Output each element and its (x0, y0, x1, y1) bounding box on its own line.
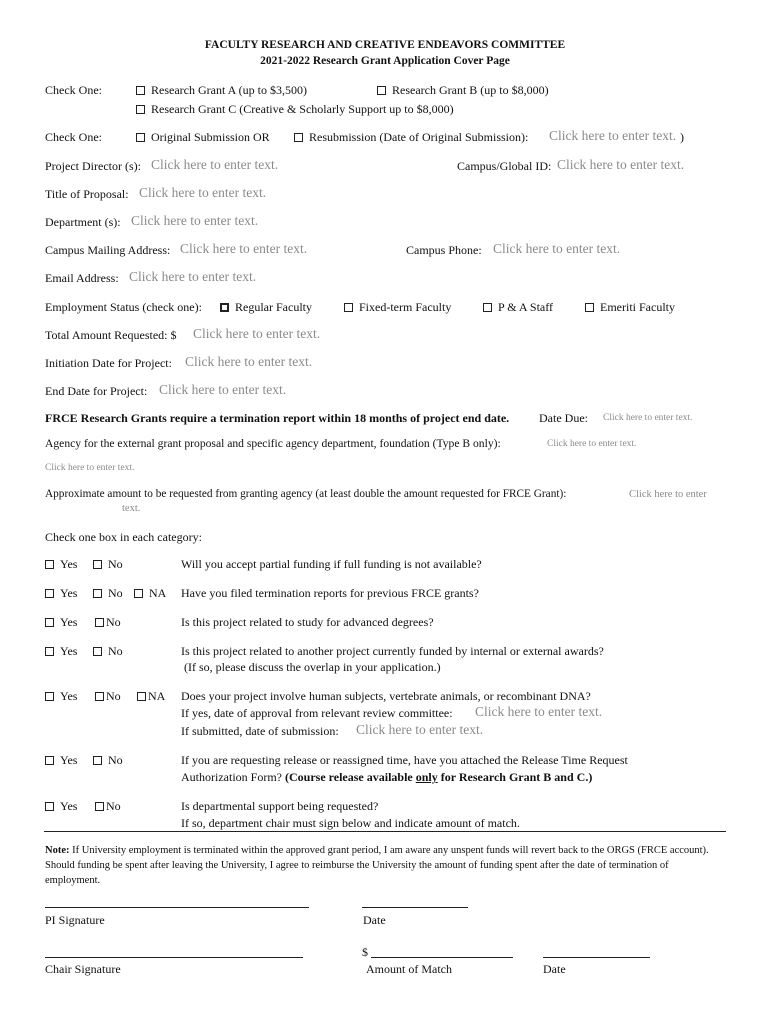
q1-yes-label: Yes (60, 557, 78, 571)
regular-faculty-option[interactable] (220, 300, 312, 315)
q5-yes-label: Yes (60, 689, 78, 703)
q5-yes-checkbox[interactable] (45, 692, 54, 701)
note-label: Note: (45, 845, 70, 856)
emeriti-option[interactable] (585, 300, 675, 315)
q2-no[interactable] (93, 586, 123, 601)
project-director-field[interactable]: Click here to enter text. (151, 157, 279, 172)
q6-no-label: No (108, 753, 123, 767)
q1-text: Will you accept partial funding if full funding is not available? (181, 557, 482, 571)
date-due-label: Date Due: (539, 411, 588, 425)
q3-yes[interactable] (45, 615, 77, 630)
end-date-field[interactable]: Click here to enter text. (159, 382, 287, 397)
pi-signature-line[interactable] (45, 907, 309, 908)
q2-yes-label: Yes (60, 586, 78, 600)
pi-date-line[interactable] (362, 907, 468, 908)
q5-no[interactable] (95, 689, 121, 704)
q4-subtext: (If so, please discuss the overlap in your application.) (184, 660, 441, 674)
department-label: Department (s): (45, 215, 121, 229)
q5-approval-label: If yes, date of approval from relevant review committee: (181, 706, 453, 720)
campus-phone-field[interactable]: Click here to enter text. (493, 241, 621, 256)
title-label: Title of Proposal: (45, 187, 129, 201)
q5-text: Does your project involve human subjects, vertebrate animals, or recombinant DNA? (181, 689, 591, 703)
q6-yes[interactable] (45, 753, 77, 768)
resubmission-date-field[interactable]: Click here to enter text. (549, 128, 677, 143)
project-director-label: Project Director (s): (45, 159, 141, 173)
resubmission-label: Resubmission (Date of Original Submission): (309, 130, 529, 144)
form-subtitle: 2021-2022 Research Grant Application Cover Page (260, 55, 510, 67)
grant-c-option[interactable] (136, 102, 454, 117)
q3-no-label: No (106, 615, 121, 629)
pa-staff-checkbox[interactable] (483, 303, 492, 312)
initiation-date-label: Initiation Date for Project: (45, 356, 172, 370)
chair-date-label: Date (543, 962, 566, 976)
submission-type-label: Check One: (45, 130, 102, 144)
title-field[interactable]: Click here to enter text. (139, 185, 267, 200)
chair-signature-line[interactable] (45, 957, 303, 958)
q4-text: Is this project related to another project currently funded by internal or external awards? (181, 644, 604, 658)
q6-subtext (181, 770, 592, 785)
emeriti-label: Emeriti Faculty (600, 300, 675, 314)
campus-id-field[interactable]: Click here to enter text. (557, 157, 685, 172)
q1-no-checkbox[interactable] (93, 560, 102, 569)
q2-yes[interactable] (45, 586, 77, 601)
q7-text: Is departmental support being requested? (181, 799, 379, 813)
emeriti-checkbox[interactable] (585, 303, 594, 312)
mailing-address-label: Campus Mailing Address: (45, 243, 171, 257)
q7-no[interactable] (95, 799, 121, 814)
q6-form-name: Authorization Form? (181, 770, 285, 784)
chair-signature-label: Chair Signature (45, 962, 121, 976)
q2-text: Have you filed termination reports for previous FRCE grants? (181, 586, 479, 600)
q6-text: If you are requesting release or reassigned time, have you attached the Release Time Request (181, 753, 628, 767)
q2-no-label: No (108, 586, 123, 600)
agency-field[interactable]: Click here to enter text. (45, 463, 135, 473)
q4-yes[interactable] (45, 644, 77, 659)
fixed-term-label: Fixed-term Faculty (359, 300, 452, 314)
q5-na[interactable] (137, 689, 165, 704)
q4-no[interactable] (93, 644, 123, 659)
chair-date-line[interactable] (543, 957, 650, 958)
mailing-address-field[interactable]: Click here to enter text. (180, 241, 308, 256)
q1-no[interactable] (93, 557, 123, 572)
q3-no-checkbox[interactable] (95, 618, 104, 627)
q7-no-label: No (106, 799, 121, 813)
q6-yes-label: Yes (60, 753, 78, 767)
grant-b-checkbox[interactable] (377, 86, 386, 95)
q6-no[interactable] (93, 753, 123, 768)
q6-note-b: for Research Grant B and C.) (437, 770, 593, 784)
q3-text: Is this project related to study for advanced degrees? (181, 615, 434, 629)
q3-yes-checkbox[interactable] (45, 618, 54, 627)
q6-note-a: (Course release available (284, 770, 416, 784)
q1-yes-checkbox[interactable] (45, 560, 54, 569)
agency-label: Agency for the external grant proposal and specific agency department, foundation (Type B only): (45, 437, 501, 450)
q5-submission-field[interactable]: Click here to enter text. (356, 722, 484, 737)
note-paragraph (45, 843, 725, 888)
amount-match-line[interactable] (371, 957, 513, 958)
pi-signature-label: PI Signature (45, 913, 105, 927)
q4-yes-label: Yes (60, 644, 78, 658)
q5-submission-label: If submitted, date of submission: (181, 724, 339, 738)
q3-yes-label: Yes (60, 615, 78, 629)
regular-faculty-checkbox[interactable] (220, 303, 229, 312)
grant-b-label: Research Grant B (up to $8,000) (392, 83, 549, 97)
pi-date-label: Date (363, 913, 386, 927)
q3-no[interactable] (95, 615, 121, 630)
grant-a-label: Research Grant A (up to $3,500) (151, 83, 307, 97)
q6-note-only: only (415, 770, 438, 784)
end-date-label: End Date for Project: (45, 384, 148, 398)
q7-yes-label: Yes (60, 799, 78, 813)
grant-type-label: Check One: (45, 83, 102, 97)
agency-field-inline[interactable]: Click here to enter text. (547, 439, 637, 449)
department-field[interactable]: Click here to enter text. (131, 213, 259, 228)
email-label: Email Address: (45, 271, 119, 285)
initiation-date-field[interactable]: Click here to enter text. (185, 354, 313, 369)
original-submission-option[interactable] (136, 130, 270, 145)
q7-yes[interactable] (45, 799, 77, 814)
q2-na-label: NA (149, 586, 167, 600)
dollar-sign: $ (362, 945, 368, 959)
campus-id-label: Campus/Global ID: (457, 159, 552, 173)
form-title: FACULTY RESEARCH AND CREATIVE ENDEAVORS COMMITTEE (204, 39, 566, 51)
q4-yes-checkbox[interactable] (45, 647, 54, 656)
original-submission-checkbox[interactable] (136, 133, 145, 142)
total-amount-label: Total Amount Requested: $ (45, 328, 177, 342)
q5-na-checkbox[interactable] (137, 692, 146, 701)
q6-no-checkbox[interactable] (93, 756, 102, 765)
termination-notice: FRCE Research Grants require a termination report within 18 months of project end date. (45, 411, 510, 425)
close-paren: ) (680, 130, 684, 144)
grant-c-label: Research Grant C (Creative & Scholarly Support up to $8,000) (151, 102, 454, 116)
grant-a-checkbox[interactable] (136, 86, 145, 95)
employment-status-text: Employment Status (check one): (45, 300, 202, 314)
q5-na-label: NA (148, 689, 166, 703)
section-divider (44, 831, 726, 832)
resubmission-checkbox[interactable] (294, 133, 303, 142)
q2-no-checkbox[interactable] (93, 589, 102, 598)
resubmission-option[interactable] (294, 130, 528, 145)
fixed-term-option[interactable] (344, 300, 451, 315)
pa-staff-label: P & A Staff (498, 300, 554, 314)
grant-a-option[interactable] (136, 83, 307, 98)
approx-amount-label: Approximate amount to be requested from granting agency (at least double the amount requested for FRCE Grant): (45, 488, 567, 500)
original-submission-label: Original Submission OR (151, 130, 270, 144)
pa-staff-option[interactable] (483, 300, 553, 315)
grant-c-checkbox[interactable] (136, 105, 145, 114)
q7-subtext: If so, department chair must sign below and indicate amount of match. (181, 816, 520, 830)
employment-status-label (45, 300, 202, 315)
email-field[interactable]: Click here to enter text. (129, 269, 257, 284)
q5-no-label: No (106, 689, 121, 703)
campus-phone-label: Campus Phone: (406, 243, 482, 257)
check-category-label: Check one box in each category: (45, 530, 202, 544)
approx-amount-field[interactable]: Click here to enter (629, 489, 707, 500)
q1-yes[interactable] (45, 557, 77, 572)
q2-yes-checkbox[interactable] (45, 589, 54, 598)
q2-na[interactable] (134, 586, 166, 601)
q4-no-checkbox[interactable] (93, 647, 102, 656)
q7-no-checkbox[interactable] (95, 802, 104, 811)
regular-faculty-label: Regular Faculty (235, 300, 312, 314)
q4-no-label: No (108, 644, 123, 658)
date-due-field[interactable]: Click here to enter text. (603, 413, 693, 423)
q5-approval-field[interactable]: Click here to enter text. (475, 704, 603, 719)
amount-match-label: Amount of Match (366, 962, 452, 976)
note-text: If University employment is terminated within the approved grant period, I am aware any unspent funds will revert back to the ORGS (FRCE account). Should funding be spent after leaving the University, I agree to reimburse the University the amount of funding spent after the date of termination of employment. (45, 845, 709, 886)
total-amount-field[interactable]: Click here to enter text. (193, 326, 321, 341)
fixed-term-checkbox[interactable] (344, 303, 353, 312)
q5-yes[interactable] (45, 689, 77, 704)
q2-na-checkbox[interactable] (134, 589, 143, 598)
grant-b-option[interactable] (377, 83, 549, 98)
q6-yes-checkbox[interactable] (45, 756, 54, 765)
q7-yes-checkbox[interactable] (45, 802, 54, 811)
q1-no-label: No (108, 557, 123, 571)
q5-no-checkbox[interactable] (95, 692, 104, 701)
approx-amount-field-cont[interactable]: text. (122, 503, 141, 514)
